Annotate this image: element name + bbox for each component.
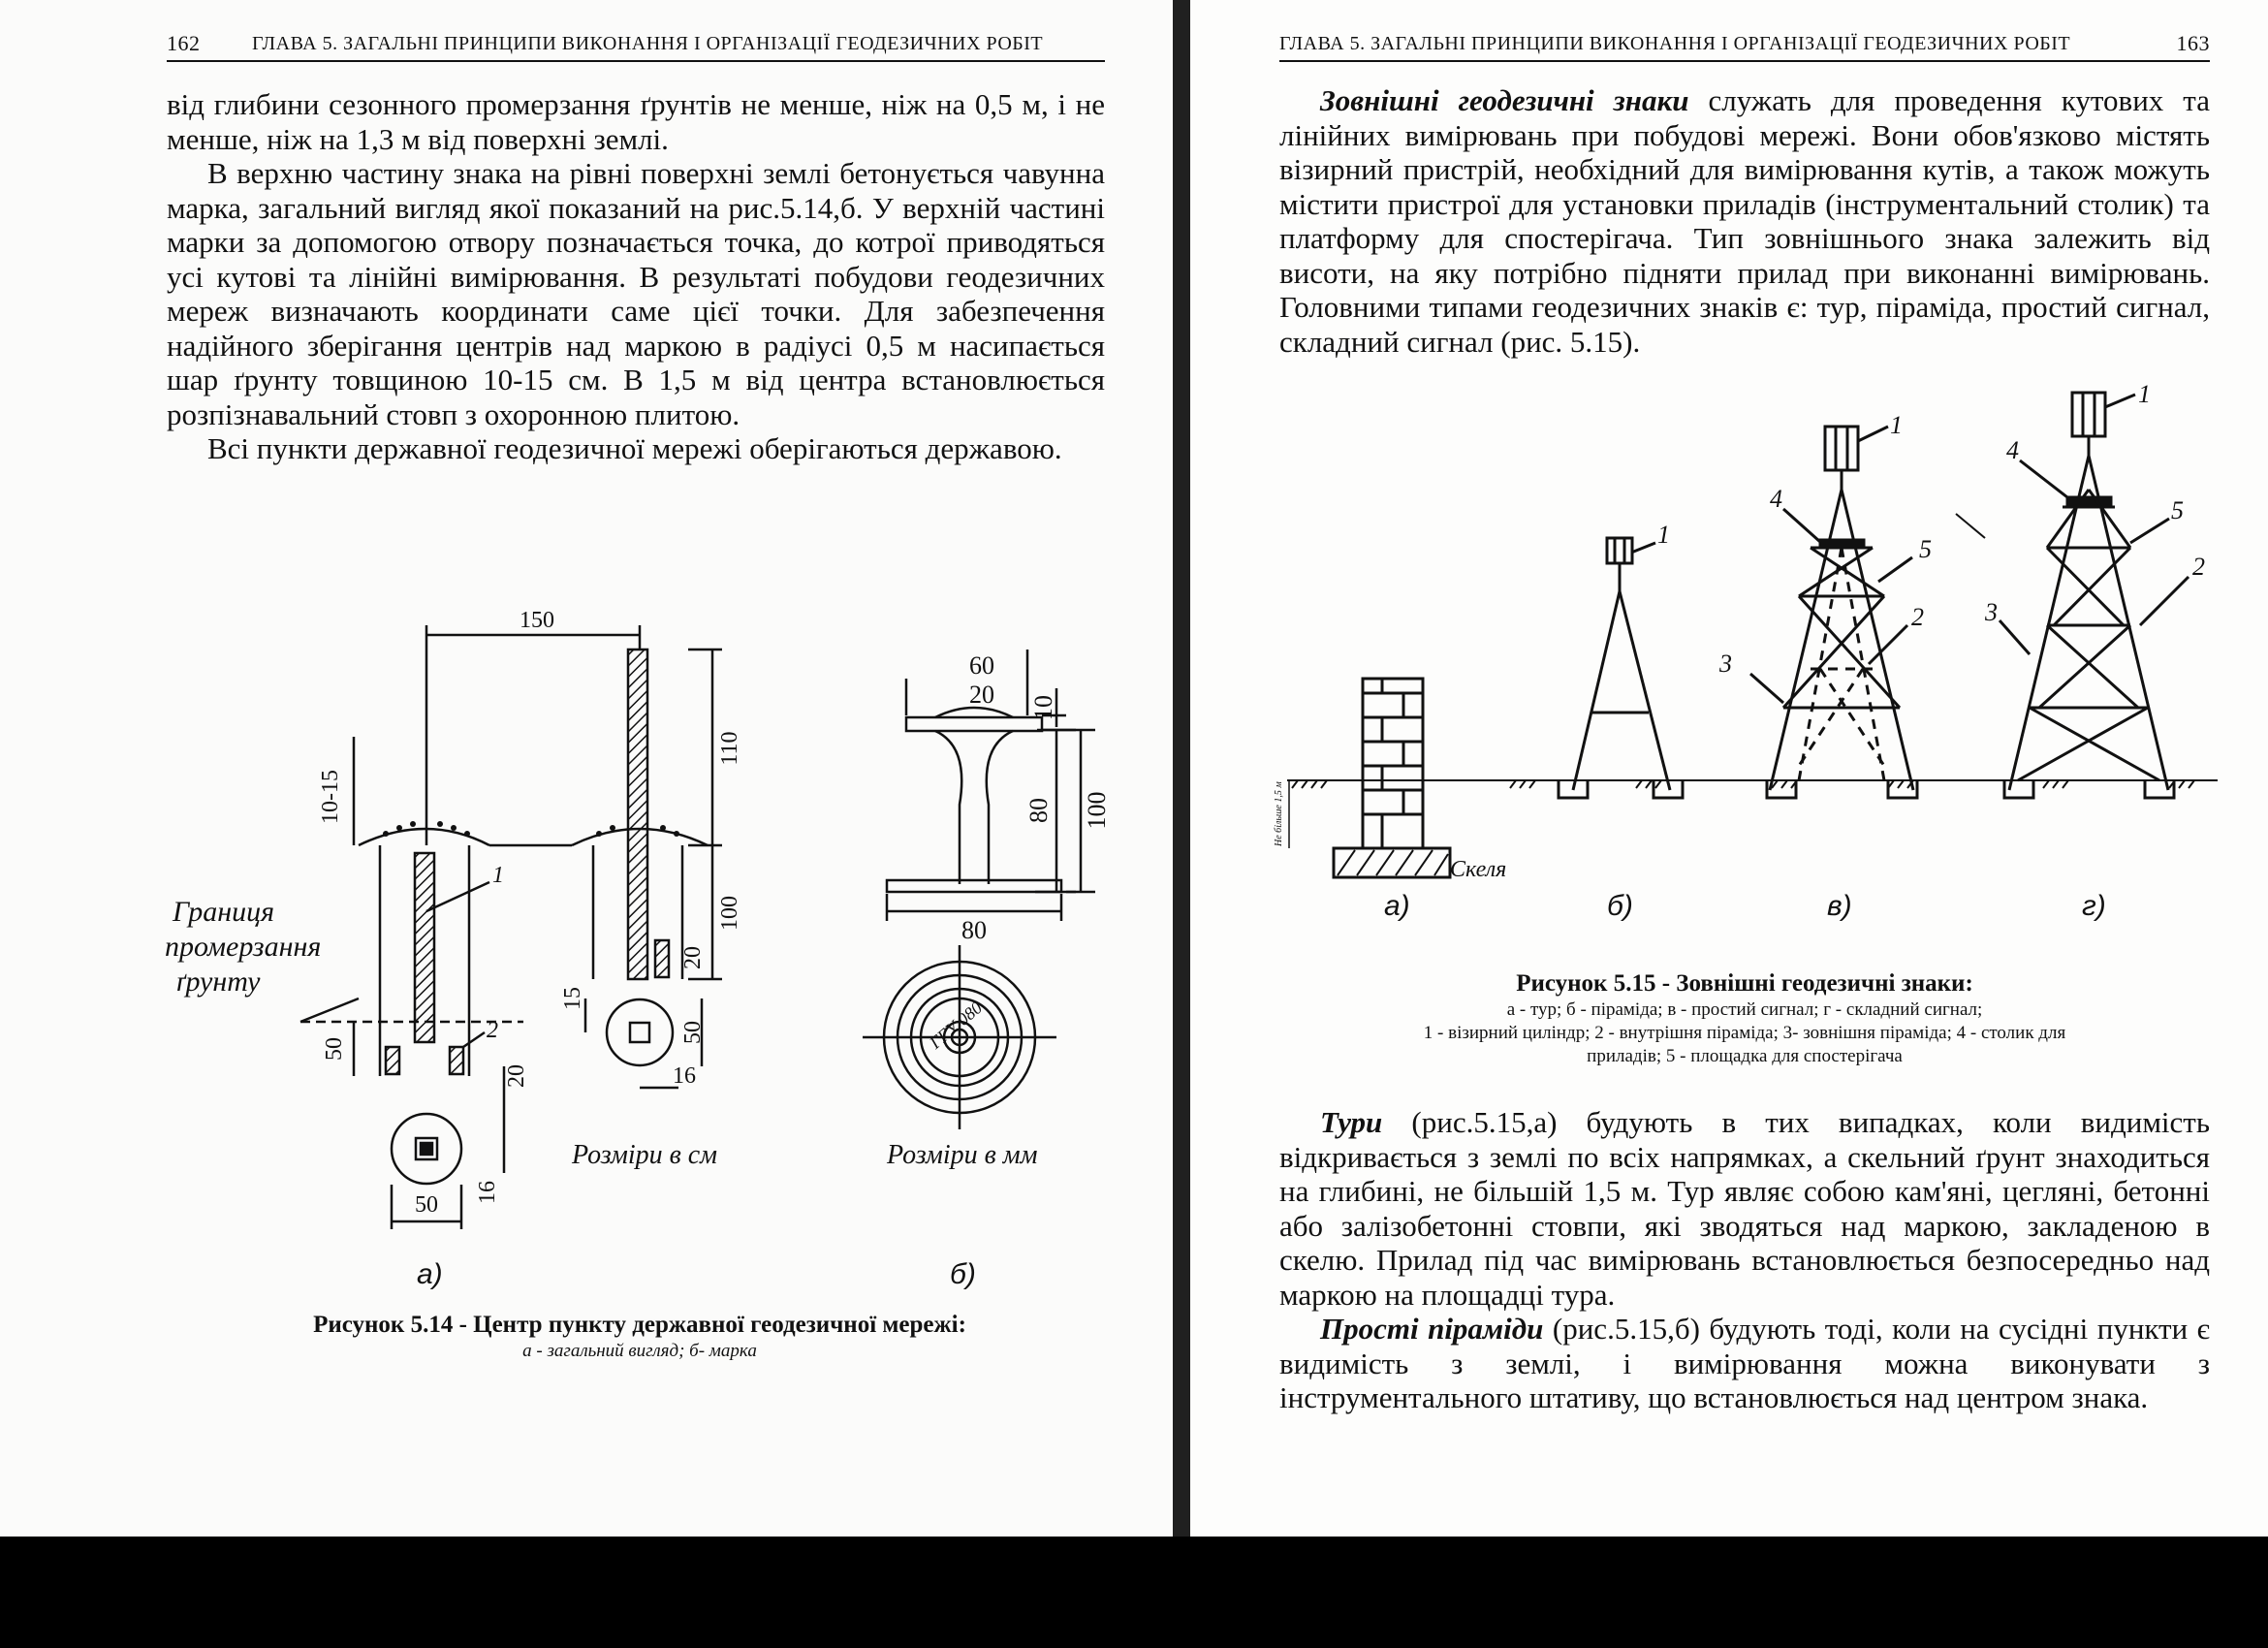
- dim-80-height: 80: [1024, 798, 1053, 823]
- right-page-number: 163: [2176, 31, 2210, 55]
- left-page-number: 162: [167, 31, 201, 55]
- fig-5-14-caption: [174, 1311, 1105, 1363]
- left-body-text: [167, 87, 1105, 466]
- left-paragraph-3: Всі пункти державної геодезичної мережі оберігаються державою.: [207, 431, 1062, 465]
- label-g-2: 2: [2192, 553, 2205, 581]
- right-running-title: ГЛАВА 5. ЗАГАЛЬНІ ПРИНЦИПИ ВИКОНАННЯ І ОРГАНІЗАЦІЇ ГЕОДЕЗИЧНИХ РОБІТ: [1279, 33, 2071, 54]
- dim-60: 60: [969, 651, 994, 680]
- book-spine: [1173, 0, 1190, 1537]
- label-v-4: 4: [1770, 485, 1782, 513]
- ground-line: [1287, 780, 2218, 788]
- complex-signal: [2004, 393, 2174, 798]
- dim-80-base: 80: [961, 916, 987, 944]
- fig-5-14-caption-line: а - загальний вигляд; б- марка: [522, 1341, 757, 1361]
- simple-signal: [1767, 427, 1917, 798]
- dim-50-plan: 50: [415, 1192, 438, 1218]
- dim-110: 110: [717, 731, 742, 766]
- dim-16-left: 16: [475, 1181, 500, 1204]
- left-paragraph-2: В верхню частину знака на рівні поверхні землі бетонується чавунна марка, загальний вигляд якої показаний на рис.5.14,б. У верхній частині марки за допомогою отвору позначається точка, до котрої приводяться усі кутові та лінійні вимірювання. В результаті побудови геодезичних мереж визначають координати саме цієї точки. Для забезпечення надійного зберігання центрів над маркою в радіусі 0,5 м насипається шар ґрунту товщиною 10-15 см. В 1,5 м від центра встановлюється розпізнавальний стовп з охоронною плитою.: [167, 156, 1105, 431]
- label-v-1: 1: [1890, 411, 1903, 439]
- tur-stone-pillar: [1289, 679, 1450, 877]
- label-g-5: 5: [2171, 496, 2184, 524]
- ground-freeze-label: [165, 896, 321, 998]
- survey-mark-plan: [863, 945, 1056, 1129]
- fig-5-15-caption-line-2: 1 - візирний циліндр; 2 - внутрішня піраміда; 3- зовнішня піраміда; 4 - столик для: [1423, 1023, 2066, 1043]
- dim-10-mark: 10: [1029, 695, 1057, 720]
- svg-text:промерзання: промерзання: [165, 931, 322, 963]
- fig-5-15-sublabel-a: а): [1384, 890, 1410, 922]
- right-paragraph-1: Зовнішні геодезичні знаки служать для проведення кутових та лінійних вимірювань при побудові мережі. Вони обов'язково містять візирний пристрій, необхідний для вимірювання кутів, а також можуть містити пристрої для установки приладів (інструментальний столик) та платформу для спостерігача. Тип зовнішнього знака залежить від висоти, на яку потрібно підняти прилад при виконанні вимірювань. Головними типами геодезичних знаків є: тур, піраміда, простий сигнал, складний сигнал (рис. 5.15).: [1279, 83, 2210, 359]
- fig-5-15-caption: [1279, 969, 2210, 1068]
- label-v-3: 3: [1719, 650, 1732, 678]
- dim-50-depth: 50: [322, 1037, 347, 1061]
- label-v-5: 5: [1919, 535, 1932, 563]
- fig-5-15-caption-line-3: приладів; 5 - площадка для спостерігача: [1587, 1046, 1903, 1066]
- left-running-header: [167, 27, 1105, 62]
- simple-pyramid: [1559, 538, 1683, 798]
- left-page: [0, 0, 1173, 1537]
- units-cm: Розміри в см: [572, 1140, 718, 1170]
- dim-50-right: 50: [680, 1021, 706, 1044]
- svg-text:Границя: Границя: [173, 896, 275, 928]
- dim-100: 100: [717, 896, 742, 931]
- dim-16-right: 16: [673, 1063, 696, 1089]
- svg-text:ґрунту: ґрунту: [176, 966, 261, 998]
- right-paragraph-2: Тури (рис.5.15,а) будують в тих випадках, коли видимість відкривається з землі по всіх напрямках, а скельний ґрунт знаходиться на глибині, не більшій 1,5 м. Тур являє собою кам'яні, цегляні, бетонні або залізобетонні стовпи, які зводяться над маркою, закладеною в скелю. Прилад під час вимірювань встановлюється безпосередньо над маркою на площадці тура.: [1279, 1105, 2210, 1312]
- dim-20-mark: 20: [969, 681, 994, 709]
- label-g-1: 1: [2138, 383, 2151, 408]
- fig-5-15-caption-title: Рисунок 5.15 - Зовнішні геодезичні знаки:: [1516, 970, 1973, 997]
- right-intro-text: [1279, 83, 2210, 359]
- right-running-header: [1279, 27, 2210, 62]
- right-paragraph-3: Прості піраміди (рис.5.15,б) будують тоді, коли на сусідні пункти є видимість з землі, і вимірювання можна виконувати з інструментального штативу, що встановлюється над центром знака.: [1279, 1312, 2210, 1414]
- mark-inscription: ГГУ 080: [926, 998, 987, 1053]
- depth-label: Не більше 1,5 м: [1274, 781, 1284, 846]
- units-mm: Розміри в мм: [887, 1140, 1038, 1170]
- term-external-signs: Зовнішні геодезичні знаки: [1320, 83, 1689, 117]
- fig-5-14-sublabel-b: б): [950, 1258, 976, 1290]
- dim-100-mark: 100: [1083, 791, 1111, 830]
- dim-10-15: 10-15: [318, 770, 343, 824]
- dim-150: 150: [520, 608, 554, 633]
- fig-5-15-caption-line-1: а - тур; б - піраміда; в - простий сигнал; г - складний сигнал;: [1506, 999, 1983, 1020]
- fig-5-15-sublabel-v: в): [1827, 890, 1852, 922]
- label-g-4: 4: [2006, 436, 2019, 464]
- figure-5-14: [0, 591, 1173, 1270]
- label-2-left: 2: [487, 1018, 498, 1043]
- monolith-left: [359, 829, 572, 1076]
- fig-5-14-sublabel-a: а): [417, 1258, 443, 1290]
- fig-5-14-caption-title: Рисунок 5.14 - Центр пункту державної геодезичної мережі:: [313, 1312, 966, 1338]
- term-tury: Тури: [1320, 1105, 1383, 1139]
- fig-5-15-sublabel-b: б): [1607, 890, 1633, 922]
- figure-5-15: [1190, 383, 2268, 945]
- rock-label: Скеля: [1450, 857, 1507, 882]
- dim-20-right: 20: [680, 946, 706, 969]
- left-running-title: ГЛАВА 5. ЗАГАЛЬНІ ПРИНЦИПИ ВИКОНАННЯ І ОРГАНІЗАЦІЇ ГЕОДЕЗИЧНИХ РОБІТ: [252, 33, 1044, 54]
- dim-20-left: 20: [504, 1064, 529, 1088]
- right-body-text: [1279, 1105, 2210, 1415]
- label-1-left: 1: [492, 863, 504, 888]
- dim-15: 15: [560, 987, 585, 1010]
- monolith-right: [572, 650, 708, 979]
- label-v-2: 2: [1911, 603, 1924, 631]
- right-page: [1190, 0, 2268, 1537]
- term-simple-pyramids: Прості піраміди: [1320, 1312, 1544, 1346]
- fig-5-15-sublabel-g: г): [2082, 890, 2106, 922]
- left-paragraph-1: від глибини сезонного промерзання ґрунтів не менше, ніж на 0,5 м, і не менше, ніж на 1,3 м від поверхні землі.: [167, 87, 1105, 156]
- label-b-1: 1: [1657, 521, 1670, 549]
- label-g-3: 3: [1985, 598, 1998, 626]
